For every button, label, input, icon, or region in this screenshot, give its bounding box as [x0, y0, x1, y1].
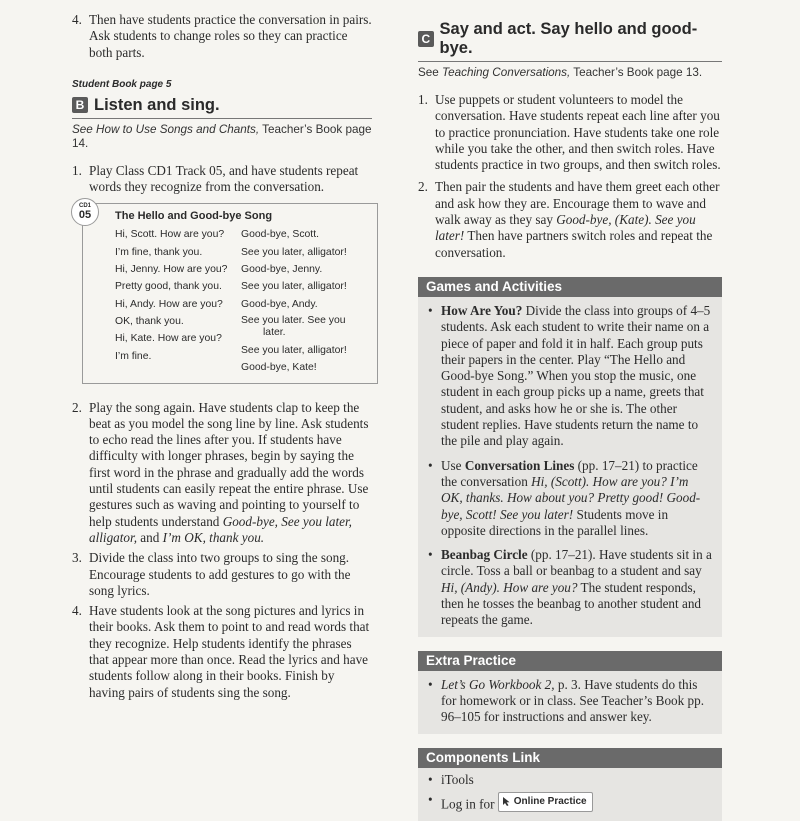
student-book-page-label: Student Book page 5 — [72, 78, 172, 90]
component-itools: • iTools — [428, 772, 712, 788]
section-b-title: Listen and sing. — [94, 95, 220, 114]
section-b-reference: See How to Use Songs and Chants, Teacher’s Book page 14. — [72, 122, 372, 150]
section-c-letter: C — [418, 31, 434, 47]
extra-practice-item: • Let’s Go Workbook 2, p. 3. Have students do this for homework or in class. See Teacher’s Book pp. 96–105 for instructions and answer key. — [428, 677, 712, 726]
lyric-line: Good-bye, Andy. — [241, 298, 318, 310]
lyrics-column-1 — [115, 226, 241, 376]
step-c-2: 2. Then pair the students and have them greet each other and ask how they are. Encourage them to wave and walk away as they say Good-bye, (Kate). See you later! Then have partners switch roles and repeat the conversation. — [418, 179, 720, 260]
online-practice-link[interactable]: Online Practice — [498, 792, 593, 812]
lyrics-column-2 — [241, 226, 359, 376]
lyric-line: See you later, alligator! — [241, 344, 347, 356]
intro-step-4: 4. Then have students practice the conversation in pairs. Ask students to change roles so they can practice both parts. — [72, 12, 372, 60]
step-c-1: 1. Use puppets or student volunteers to model the conversation. Have students repeat each line after you to practice pronunciation. Have students take one role while you take the other, and then switch roles. Have students practice in two groups, and then switch roles. — [418, 92, 721, 173]
activity-conversation-lines: • Use Conversation Lines (pp. 17–21) to practice the conversation Hi, (Scott). How are you? I’m OK, thanks. How about you? Pretty good! Good-bye, Scott! See you later! Students move in opposite directions in the parallel lines. — [428, 458, 712, 539]
lyric-line: See you later, alligator! — [241, 281, 347, 293]
components-link-header: Components Link — [418, 748, 722, 768]
section-c-title: Say and act. Say hello and good-bye. — [439, 20, 698, 57]
section-c-heading — [418, 20, 722, 58]
lyric-line: I’m fine. — [115, 350, 152, 362]
song-lyrics — [115, 226, 377, 376]
step-b-3: 3. Divide the class into two groups to sing the song. Encourage students to add gestures to go with the song lyrics. — [72, 550, 351, 598]
component-online-practice: • Log in for Online Practice — [428, 792, 712, 813]
extra-practice-header: Extra Practice — [418, 651, 722, 671]
section-b-letter: B — [72, 97, 88, 113]
section-c-reference: See Teaching Conversations, Teacher’s Book page 13. — [418, 66, 703, 79]
extra-practice-box — [418, 651, 722, 734]
step-b-4: 4. Have students look at the song pictures and lyrics in their books. Ask them to point to and read words that they recognize. Help students identify the phrases that appear more than once. Read the lyrics and have students follow along in their books. Finish by having pairs of students sing the song. — [72, 603, 370, 700]
lyric-line: See you later, alligator! — [241, 246, 347, 258]
lyric-line: Good-bye, Kate! — [241, 362, 317, 374]
activity-how-are-you: • How Are You? Divide the class into groups of 4–5 students. Ask each student to write their name on a piece of paper and fold it in half. Each group puts their papers in the center. Play “The Hello and Good-bye Song.” When you stop the music, one student in each group picks up a name, greets that student, and asks how he or she is. The other student replies. Have students return the name to the pile and play again. — [428, 303, 712, 450]
lyric-line-wrapped: See you later. See you later. — [241, 314, 346, 339]
section-b-heading — [72, 96, 372, 115]
games-activities-header: Games and Activities — [418, 277, 722, 297]
lyric-line: Hi, Scott. How are you? — [115, 229, 225, 241]
section-b-rule — [72, 118, 372, 119]
right-column — [418, 20, 722, 821]
song-title: The Hello and Good-bye Song — [115, 210, 273, 223]
step-b-1: 1. Play Class CD1 Track 05, and have students repeat words they recognize from the conversation. — [72, 162, 359, 195]
games-activities-box — [418, 277, 722, 637]
lyric-line: OK, thank you. — [115, 315, 184, 327]
components-link-box — [418, 748, 722, 821]
lyric-line: Hi, Kate. How are you? — [115, 333, 222, 345]
cd-track-badge: CD1 05 — [71, 198, 99, 226]
song-lyrics-box — [78, 203, 378, 383]
lyric-line: Good-bye, Scott. — [241, 229, 319, 241]
lyric-line: I’m fine, thank you. — [115, 246, 203, 258]
activity-beanbag-circle: • Beanbag Circle (pp. 17–21). Have students sit in a circle. Toss a ball or beanbag to a student and say Hi, (Andy). How are you? The student responds, then he tosses the beanbag to another student and repeats the game. — [428, 547, 712, 628]
lyric-line: Hi, Jenny. How are you? — [115, 264, 228, 276]
lyric-line: Good-bye, Jenny. — [241, 264, 323, 276]
left-column — [72, 12, 372, 701]
section-c-rule — [418, 61, 722, 62]
lyric-line: Hi, Andy. How are you? — [115, 298, 223, 310]
step-b-2: 2. Play the song again. Have students clap to keep the beat as you model the song line by line. Ask students to echo read the lines after you. If students have difficulty with longer phrases, begin by saying the first word in the phrase and gradually add the words until students can easily repeat the entire phrase. Use gestures such as waving and pointing to yourself to help students understand Good-bye, See you later, alligator, and I’m OK, thank you. — [72, 399, 369, 545]
cursor-icon — [502, 796, 511, 807]
lyric-line: Pretty good, thank you. — [115, 281, 222, 293]
